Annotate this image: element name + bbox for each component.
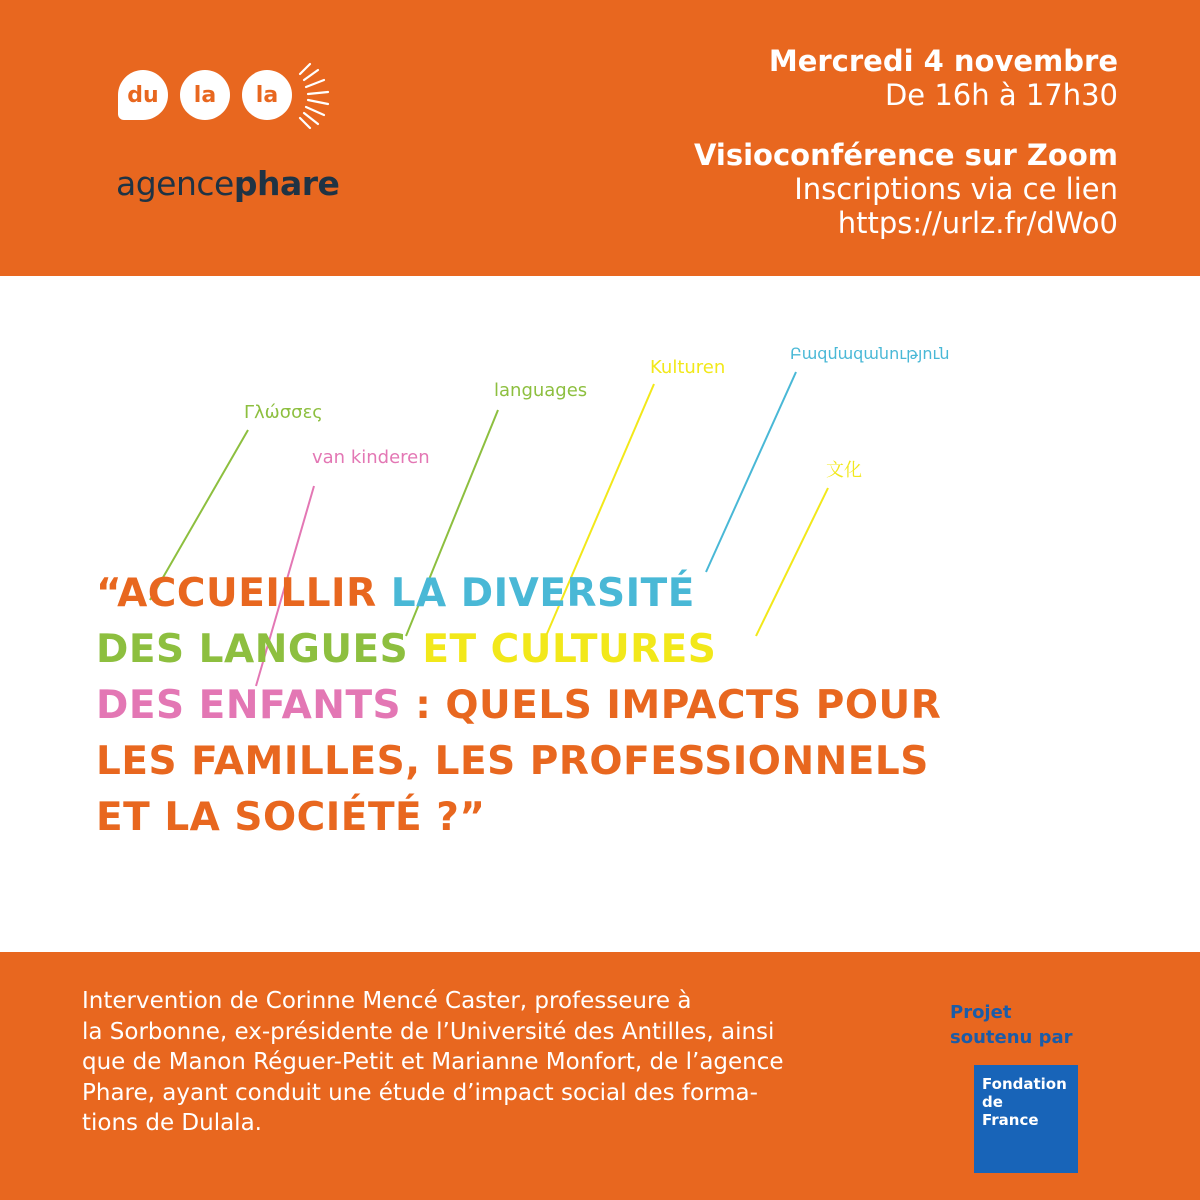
agencephare-logo: agencephare bbox=[116, 164, 340, 203]
event-venue: Visioconférence sur Zoom bbox=[693, 138, 1118, 172]
label-dutch: van kinderen bbox=[312, 447, 430, 468]
armenian-line bbox=[706, 372, 796, 572]
label-chinese: 文化 bbox=[826, 460, 862, 481]
headline: “ACCUEILLIR LA DIVERSITÉ DES LANGUES ET CULTURES DES ENFANTS : QUELS IMPACTS POUR LES FAMILLES, LES PROFESSIONNELS ET LA SOCIÉTÉ ?” bbox=[96, 571, 942, 840]
label-greek: Γλώσσες bbox=[244, 402, 323, 423]
label-armenian: Բազմազանություն bbox=[790, 344, 950, 363]
registration-link[interactable]: https://urlz.fr/dWo0 bbox=[837, 206, 1118, 240]
label-english: languages bbox=[494, 380, 588, 401]
support-label: Projet soutenu par bbox=[950, 1002, 1073, 1048]
logo-syllable: la bbox=[180, 70, 230, 120]
logo-syllable: du bbox=[118, 70, 168, 120]
logo-syllable: la bbox=[242, 70, 292, 120]
label-german: Kulturen bbox=[650, 357, 726, 378]
event-time: De 16h à 17h30 bbox=[884, 78, 1118, 112]
event-date: Mercredi 4 novembre bbox=[768, 44, 1118, 78]
intro-text: Intervention de Corinne Mencé Caster, professeure à la Sorbonne, ex-présidente de l’Université des Antilles, ainsi que de Manon Réguer-Petit et Marianne Monfort, de l’agence Phare, ayant conduit une étude d’impact social des forma- tions de Dulala. bbox=[82, 988, 784, 1136]
registration-text: Inscriptions via ce lien bbox=[794, 172, 1118, 206]
fondation-de-france-logo: Fondation de France bbox=[974, 1065, 1078, 1173]
